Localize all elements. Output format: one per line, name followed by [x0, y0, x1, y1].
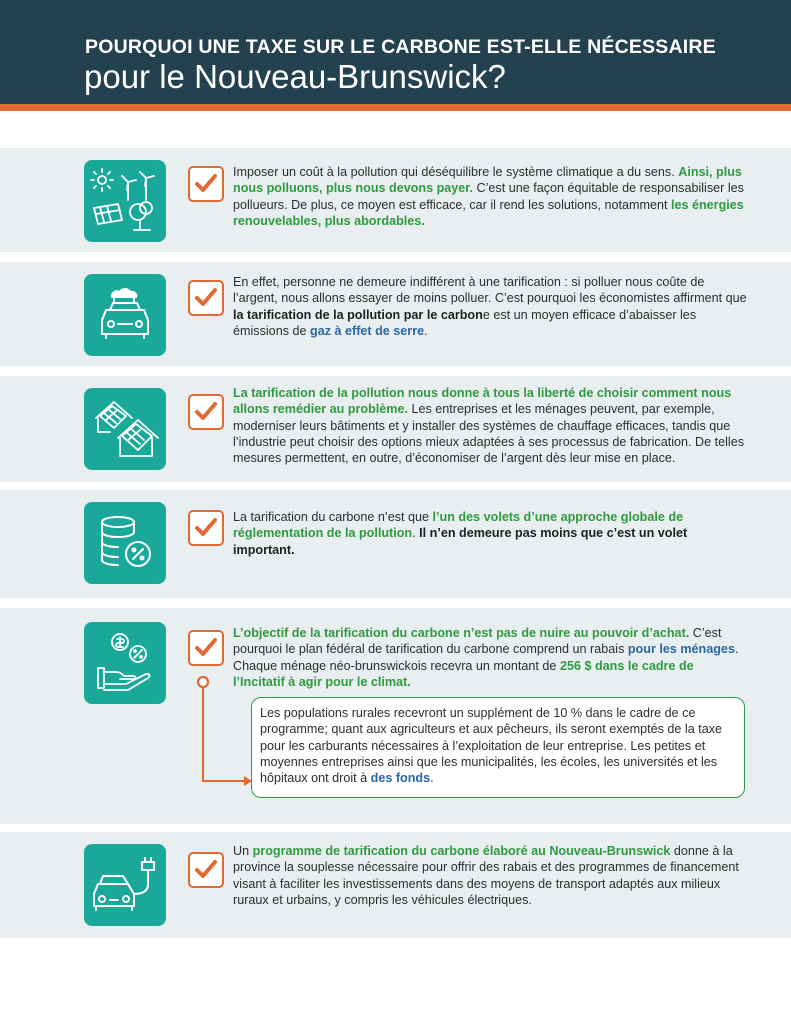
section-text	[233, 625, 748, 690]
text-run: La tarification du carbone n’est que	[233, 510, 433, 524]
checkmark-icon	[188, 394, 224, 430]
page-title: pour le Nouveau-Brunswick?	[84, 58, 506, 95]
highlight-blue: des fonds	[370, 771, 431, 786]
checkmark-icon	[188, 510, 224, 546]
text-run: Un	[233, 844, 253, 858]
text-run: .	[412, 526, 420, 541]
section-text	[233, 509, 748, 558]
text-run: Les entreprises et les ménages peuvent, par exemple, moderniser leurs bâtiments et y installer des systèmes de chauffage efficaces, tandis que l’industrie peut choisir des options mieux adaptées à ses processus de fabrication. De telles mesures permettent, en outre, d’économiser de l’argent dès leur mise en place.	[233, 402, 745, 466]
highlight-green: Ainsi, plus nous polluons, plus nous devons payer.	[233, 165, 742, 196]
text-run: C’est pourquoi le plan fédéral de tarification du carbone comprend un rabais	[233, 626, 722, 657]
highlight-green: La tarification de la pollution nous donne à tous la liberté de choisir comment nous allons remédier au problème.	[233, 386, 732, 417]
page-subtitle: POURQUOI UNE TAXE SUR LE CARBONE EST-ELLE NÉCESSAIRE	[85, 36, 716, 58]
highlight-green: L’objectif de la tarification du carbone n’est pas de nuire au pouvoir d’achat.	[233, 626, 690, 640]
highlight-blue: pour les ménages	[627, 642, 735, 657]
electric-car-icon	[84, 844, 166, 926]
text-run: .	[424, 323, 428, 338]
text-run: donne à la province la souplesse nécessaire pour offrir des rabais et des programmes de financement visant à faciliter les investissements dans des moyens de transport adaptés aux milieux ruraux et urbains, y compris les véhicules électriques.	[233, 844, 739, 907]
highlight-green: l’un des volets d’une approche globale de réglementation de la pollution	[233, 510, 684, 541]
checkmark-icon	[188, 280, 224, 316]
text-run: En effet, personne ne demeure indifférent à une tarification : si polluer nous coûte de l’argent, nous allons essayer de moins polluer. C’est pourquoi les économistes affirment que	[233, 275, 747, 306]
highlight-blue: gaz à effet de serre	[310, 323, 425, 338]
solar-panel-houses-icon	[84, 388, 166, 470]
section-text	[233, 843, 748, 908]
coin-stack-percent-icon	[84, 502, 166, 584]
text-run: Imposer un coût à la pollution qui déséquilibre le système climatique a du sens.	[233, 165, 679, 179]
text-run: C’est une façon équitable de responsabiliser les pollueurs. De plus, ce moyen est efficace, car il rend les solutions, notamment	[233, 181, 744, 212]
checkmark-icon	[188, 852, 224, 888]
highlight-green: 256 $ dans le cadre de l’Incitatif à agir pour le climat.	[233, 658, 694, 689]
callout-connector	[190, 670, 260, 800]
text-run: Les populations rurales recevront un supplément de 10 % dans le cadre de ce programme; quant aux agriculteurs et aux pêcheurs, ils seront exemptés de la taxe pour les carburants nécessaires à l’exploitation de leur entreprise. Les petites et moyennes entreprises ainsi que les municipalités, les écoles, les universités et les hôpitaux ont droit à	[260, 706, 723, 786]
renewable-energy-icon	[84, 160, 166, 242]
highlight-bold: la tarification de la pollution par le carbon	[233, 307, 483, 322]
callout-box	[251, 697, 745, 798]
highlight-green: les énergies renouvelables, plus abordables.	[233, 197, 744, 228]
hand-money-icon	[84, 622, 166, 704]
text-run: .	[430, 771, 434, 786]
highlight-bold: Il n’en demeure pas moins que c’est un volet important.	[233, 526, 688, 557]
polluting-car-icon	[84, 274, 166, 356]
checkmark-icon	[188, 166, 224, 202]
text-run: . Chaque ménage néo-brunswickois recevra un montant de	[233, 642, 739, 673]
callout-text	[260, 705, 738, 786]
text-run: e est un moyen efficace d’abaisser les émissions de	[233, 307, 697, 338]
checkmark-icon	[188, 630, 224, 666]
header-accent-bar	[0, 104, 791, 111]
section-text	[233, 274, 748, 339]
section-text	[233, 164, 748, 229]
page-header	[0, 0, 791, 104]
section-text	[233, 385, 748, 466]
highlight-green: programme de tarification du carbone élaboré au Nouveau-Brunswick	[252, 844, 671, 858]
